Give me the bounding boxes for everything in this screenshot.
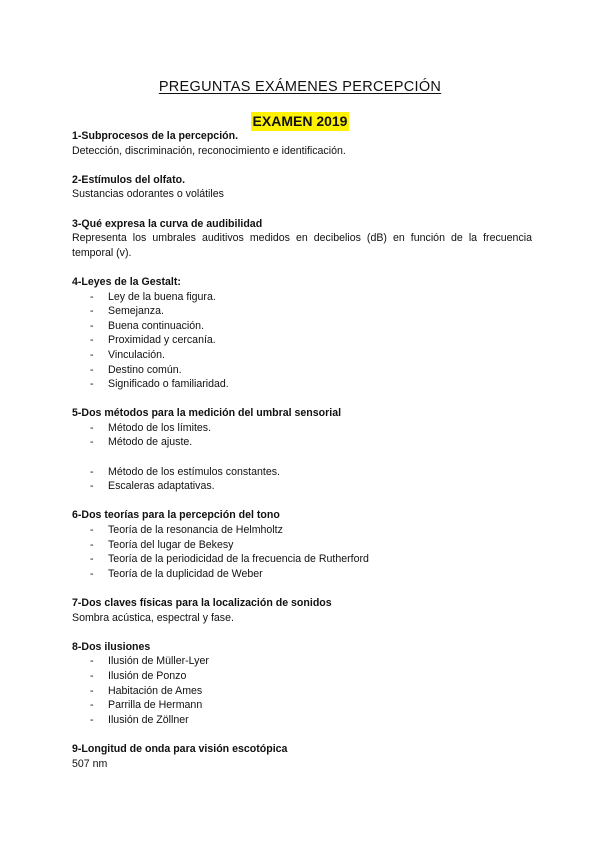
exam-year-heading: EXAMEN 2019 xyxy=(252,113,348,129)
question-title: 8-Dos ilusiones xyxy=(72,640,151,653)
bullet-dash: - xyxy=(90,363,94,376)
list-item: - Ilusión de Ponzo xyxy=(90,669,187,682)
bullet-dash: - xyxy=(90,567,94,580)
answer-list xyxy=(72,465,532,494)
list-item: - Habitación de Ames xyxy=(90,684,203,697)
question-answer: Sombra acústica, espectral y fase. xyxy=(72,611,234,624)
bullet-dash: - xyxy=(90,378,94,391)
question-title: 3-Qué expresa la curva de audibilidad xyxy=(72,217,263,230)
list-item: - Destino común. xyxy=(90,363,182,376)
question-answer: Representa los umbrales auditivos medidos en decibelios (dB) en función de la frecuencia temporal (v). xyxy=(72,232,532,259)
bullet-dash: - xyxy=(90,465,94,478)
bullet-dash: - xyxy=(90,699,94,712)
bullet-dash: - xyxy=(90,655,94,668)
list-item: - Ley de la buena figura. xyxy=(90,290,216,303)
answer-list xyxy=(72,421,532,450)
list-item: - Método de los límites. xyxy=(90,421,212,434)
question-5 xyxy=(72,406,532,494)
question-8 xyxy=(72,640,532,728)
bullet-dash: - xyxy=(90,334,94,347)
question-2 xyxy=(72,173,532,202)
bullet-dash: - xyxy=(90,305,94,318)
bullet-dash: - xyxy=(90,421,94,434)
list-item: - Buena continuación. xyxy=(90,319,205,332)
bullet-dash: - xyxy=(90,669,94,682)
list-spacer xyxy=(72,450,532,465)
list-item: - Parrilla de Hermann xyxy=(90,699,203,712)
question-title: 5-Dos métodos para la medición del umbral sensorial xyxy=(72,407,342,420)
list-item: - Teoría de la resonancia de Helmholtz xyxy=(90,524,283,537)
question-title: 4-Leyes de la Gestalt: xyxy=(72,275,181,288)
question-answer: Sustancias odorantes o volátiles xyxy=(72,188,224,201)
list-item: - Teoría de la periodicidad de la frecuencia de Rutherford xyxy=(90,553,369,566)
question-7 xyxy=(72,596,532,625)
list-item: - Ilusión de Zöllner xyxy=(90,713,189,726)
question-title: 2-Estímulos del olfato. xyxy=(72,173,186,186)
document-title: PREGUNTAS EXÁMENES PERCEPCIÓN xyxy=(158,79,442,95)
list-item: - Teoría de la duplicidad de Weber xyxy=(90,567,263,580)
question-3 xyxy=(72,217,532,261)
bullet-dash: - xyxy=(90,348,94,361)
question-title: 6-Dos teorías para la percepción del tono xyxy=(72,509,280,522)
question-4 xyxy=(72,275,532,392)
list-item: - Escaleras adaptativas. xyxy=(90,480,215,493)
bullet-dash: - xyxy=(90,436,94,449)
bullet-dash: - xyxy=(90,684,94,697)
bullet-dash: - xyxy=(90,290,94,303)
question-answer: 507 nm xyxy=(72,757,108,770)
answer-list xyxy=(72,290,532,392)
answer-list xyxy=(72,523,532,581)
list-item: - Ilusión de Müller-Lyer xyxy=(90,655,209,668)
question-1 xyxy=(72,129,532,158)
bullet-dash: - xyxy=(90,538,94,551)
bullet-dash: - xyxy=(90,480,94,493)
list-item: - Significado o familiaridad. xyxy=(90,378,229,391)
list-item: - Vinculación. xyxy=(90,348,165,361)
question-6 xyxy=(72,508,532,581)
question-9 xyxy=(72,742,532,771)
list-item: - Proximidad y cercanía. xyxy=(90,334,216,347)
bullet-dash: - xyxy=(90,713,94,726)
list-item: - Semejanza. xyxy=(90,305,164,318)
list-item: - Método de ajuste. xyxy=(90,436,193,449)
questions-section xyxy=(72,129,532,786)
list-item: - Método de los estímulos constantes. xyxy=(90,465,280,478)
bullet-dash: - xyxy=(90,553,94,566)
question-title: 1-Subprocesos de la percepción. xyxy=(72,130,239,142)
bullet-dash: - xyxy=(90,524,94,537)
question-title: 7-Dos claves físicas para la localización de sonidos xyxy=(72,597,332,609)
answer-list xyxy=(72,654,532,727)
list-item: - Teoría del lugar de Bekesy xyxy=(90,538,234,551)
question-answer: Detección, discriminación, reconocimiento e identificación. xyxy=(72,144,346,157)
bullet-dash: - xyxy=(90,319,94,332)
question-title: 9-Longitud de onda para visión escotópica xyxy=(72,742,288,755)
